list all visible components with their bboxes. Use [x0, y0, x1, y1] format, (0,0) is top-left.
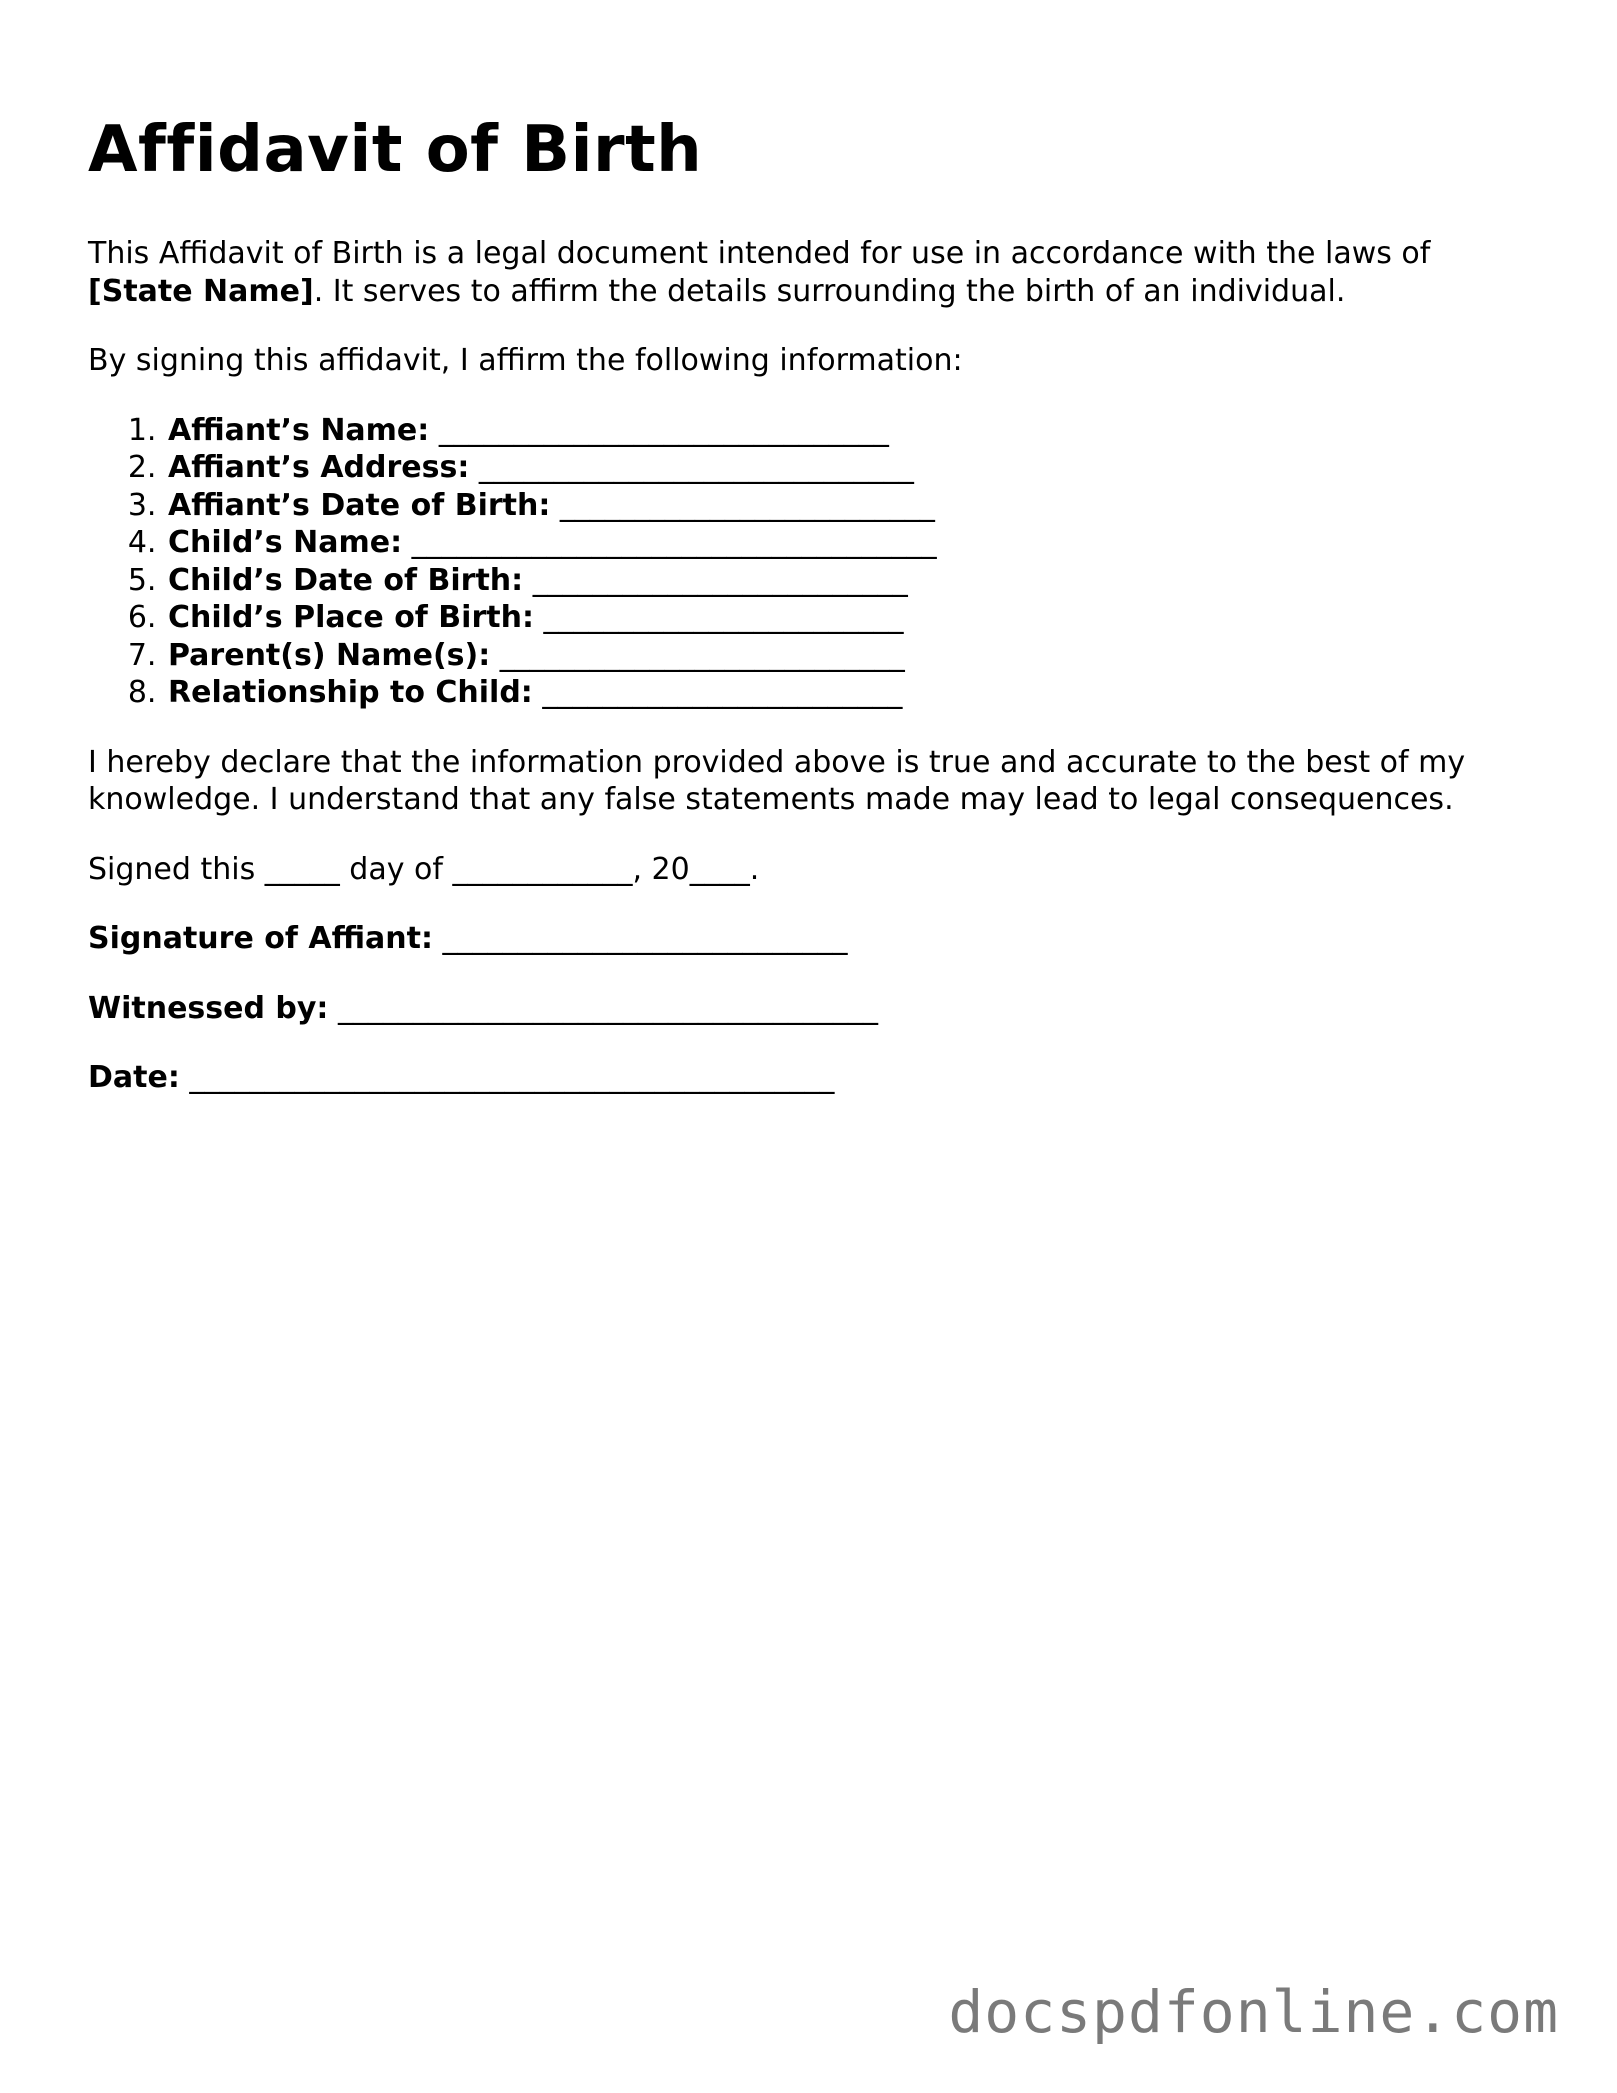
state-name-placeholder: [State Name] [88, 273, 314, 309]
field-blank: ___________________________________ [411, 525, 937, 560]
site-watermark: docspdfonline.com [948, 1978, 1559, 2046]
field-label: Parent(s) Name(s): [168, 637, 491, 673]
field-label: Affiant’s Name: [168, 412, 430, 448]
declaration-paragraph: I hereby declare that the information provided above is true and accurate to the best of my knowledge. I understand that any false statements made may lead to legal consequences. [88, 744, 1466, 817]
field-label: Child’s Date of Birth: [168, 562, 524, 598]
date-label: Date: [88, 1060, 180, 1095]
field-blank: ________________________ [542, 675, 903, 710]
field-parent-names [166, 637, 1538, 675]
lead-paragraph: By signing this affidavit, I affirm the following information: [88, 343, 963, 378]
field-relationship [166, 674, 1538, 712]
signature-line [88, 920, 1538, 958]
field-blank: ________________________ [543, 600, 904, 635]
field-blank: ______________________________ [438, 412, 889, 448]
field-affiant-dob [166, 487, 1538, 525]
field-child-name [166, 524, 1538, 562]
field-blank: _________________________ [559, 487, 935, 523]
witness-line [88, 990, 1538, 1028]
field-label: Child’s Name: [168, 525, 403, 560]
date-blank: ___________________________________________ [189, 1060, 835, 1095]
signature-blank: ___________________________ [442, 921, 848, 956]
field-label: Relationship to Child: [168, 675, 533, 710]
date-line [88, 1059, 1538, 1097]
field-blank: _____________________________ [478, 450, 914, 485]
intro-paragraph [88, 235, 1538, 310]
intro-text-before: This Affidavit of Birth is a legal document intended for use in accordance with the laws of [88, 236, 1431, 271]
field-affiant-name [166, 412, 1538, 450]
field-child-birthplace [166, 599, 1538, 637]
field-label: Affiant’s Date of Birth: [168, 487, 551, 523]
field-label: Affiant’s Address: [168, 450, 470, 485]
field-blank: _________________________ [532, 562, 908, 598]
signed-date-line: Signed this _____ day of ____________, 20____. [88, 851, 760, 887]
signature-label: Signature of Affiant: [88, 921, 433, 956]
intro-text-after: . It serves to affirm the details surrounding the birth of an individual. [313, 273, 1346, 309]
document-page [88, 110, 1538, 1097]
witness-blank: ____________________________________ [337, 990, 878, 1026]
field-blank: ___________________________ [499, 637, 905, 673]
witness-label: Witnessed by: [88, 990, 329, 1026]
field-child-dob [166, 562, 1538, 600]
field-affiant-address [166, 449, 1538, 487]
information-list [88, 412, 1538, 712]
field-label: Child’s Place of Birth: [168, 600, 534, 635]
page-title: Affidavit of Birth [88, 113, 703, 187]
